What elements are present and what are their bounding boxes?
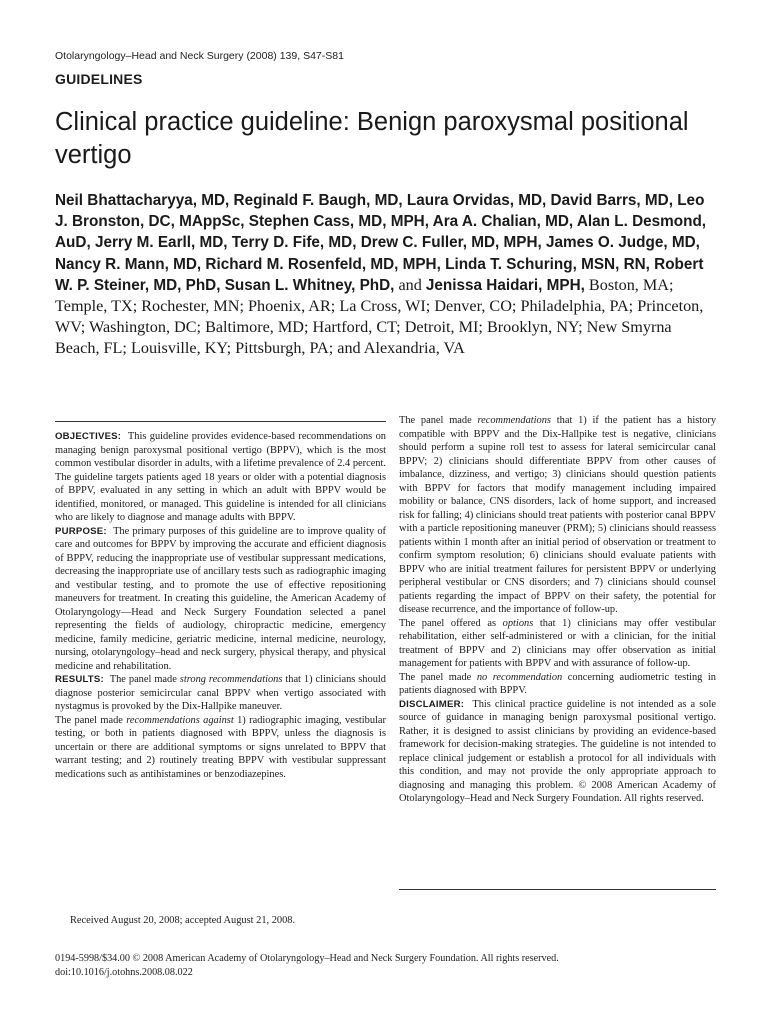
norec-text-a: The panel made [399, 671, 472, 683]
author-names: Neil Bhattacharyya, MD, Reginald F. Baugh, MD, Laura Orvidas, MD, David Barrs, MD, Leo J. Bronston, DC, MAppSc, Stephen Cass, MD, MPH, Ara A. Chalian, MD, Alan L. Desmond, AuD, Jerry M. Earll, MD, Terry D. Fife, MD, Drew C. Fuller, MD, MPH, James O. Judge, MD, Nancy R. Mann, MD, Richard M. Rosenfeld, MD, MPH, Linda T. Schuring, MSN, RN, Robert W. P. Steiner, MD, PhD, Susan L. Whitney, PhD, [55, 192, 707, 294]
against-text-b: 1) radiographic imaging, vestibular testing, or both in patients diagnosed with BPPV, unless the diagnosis is uncertain or there are additional symptoms or signs unrelated to BPPV that warrant testing; and 2) routinely treating BPPV with vestibular suppressant medications such as antihistamines or benzodiazepines. [55, 714, 386, 780]
objectives-text: This guideline provides evidence-based recommendations on managing benign paroxysmal positional vertigo (BPPV), which is the most common vestibular disorder in adults, with a lifetime prevalence of 2.4 percent. The guideline targets patients aged 18 years or older with a potential diagnosis of BPPV, evaluated in any setting in which an adult with BPPV would be identified, monitored, or managed. This guideline is intended for all clinicians who are likely to diagnose and manage adults with BPPV. [55, 431, 386, 523]
disclaimer-text: This clinical practice guideline is not intended as a sole source of guidance in managing benign paroxysmal positional vertigo. Rather, it is designed to assist clinicians by providing an evidence-based framework for decision-making strategies. The guideline is not intended to replace clinical judgement or establish a protocol for all individuals with this condition, and may not provide the only appropriate approach to diagnosing and managing this problem. [399, 698, 716, 791]
objectives-heading: OBJECTIVES: [55, 431, 122, 442]
disclaimer-paragraph [399, 698, 716, 806]
author-last-name: Jenissa Haidari, MPH, [425, 276, 585, 294]
objectives-paragraph [55, 430, 386, 525]
copyright-text: © 2008 American Academy of Otolaryngology–Head and Neck Surgery Foundation. All rights reserved. [399, 779, 716, 804]
purpose-paragraph [55, 525, 386, 674]
results-paragraph [55, 673, 386, 714]
opt-text-b: that 1) clinicians may offer vestibular rehabilitation, either self-administered or with a clinician, for the initial treatment of BPPV and 2) clinicians may offer observation as initial management for patients with BPPV and with assurance of follow-up. [399, 617, 716, 669]
footer-copyright: 0194-5998/$34.00 © 2008 American Academy of Otolaryngology–Head and Neck Surgery Foundation. All rights reserved. [55, 953, 559, 964]
author-block [55, 190, 720, 360]
norec-emphasis: no recommendation [476, 671, 563, 683]
article-title: Clinical practice guideline: Benign paroxysmal positional vertigo [55, 108, 689, 169]
abstract-bottom-rule [399, 889, 716, 890]
page-footer [55, 952, 559, 979]
results-text-b: that 1) clinicians should diagnose posterior semicircular canal BPPV when vertigo associated with nystagmus is provoked by the Dix-Hallpike maneuver. [55, 674, 386, 712]
abstract-left-column [55, 430, 386, 781]
rec-text-b: that 1) if the patient has a history compatible with BPPV and the Dix-Hallpike test is negative, clinicians should perform a supine roll test to assess for lateral semicircular canal BPPV; 2) clinicians should differentiate BPPV from other causes of imbalance, dizziness, and vertigo; 3) clinicians should question patients with BPPV for factors that modify management including impaired mobility or balance, CNS disorders, lack of home support, and increased risk for falling; 4) clinicians should treat patients with posterior canal BPPV with a particle repositioning maneuver (PRM); 5) clinicians should reassess patients within 1 month after an initial period of observation or treatment to confirm symptom resolution; 6) clinicians should evaluate patients with BPPV who are initial treatment failures for persistent BPPV or underlying peripheral vestibular or CNS disorders; and 7) clinicians should counsel patients regarding the impact of BPPV on their safety, the potential for disease recurrence, and the importance of follow-up. [399, 415, 717, 615]
results-heading: RESULTS: [55, 674, 104, 685]
norec-text-b: concerning audiometric testing in patients diagnosed with BPPV. [399, 671, 717, 696]
rec-emphasis: recommendations [477, 415, 551, 426]
rec-text-a: The panel made [399, 415, 472, 426]
recommendations-paragraph [399, 414, 716, 617]
opt-text-a: The panel offered as [399, 617, 497, 629]
results-text-a: The panel made [109, 674, 177, 685]
author-conjunction: and [398, 275, 422, 294]
purpose-text: The primary purposes of this guideline are to improve quality of care and outcomes for BPPV by improving the accurate and efficient diagnosis of BPPV, reducing the inappropriate use of vestibular suppressant medications, decreasing the inappropriate use of ancillary tests such as radiographic imaging and vestibular testing, and to promote the use of effective repositioning maneuvers for treatment. In creating this guideline, the American Academy of Otolaryngology—Head and Neck Surgery Foundation selected a panel representing the fields of audiology, chiropractic medicine, emergency medicine, family medicine, geriatric medicine, internal medicine, neurology, nursing, otolaryngology–head and neck surgery, physical therapy, and physical medicine and rehabilitation. [55, 525, 386, 672]
opt-emphasis: options [502, 617, 534, 629]
received-date: Received August 20, 2008; accepted August 21, 2008. [70, 915, 296, 926]
abstract-top-rule [55, 421, 386, 422]
disclaimer-heading: DISCLAIMER: [399, 698, 465, 710]
abstract-right-column [399, 414, 716, 806]
journal-citation: Otolaryngology–Head and Neck Surgery (2008) 139, S47-S81 [55, 50, 344, 62]
purpose-heading: PURPOSE: [55, 525, 107, 537]
footer-doi: doi:10.1016/j.otohns.2008.08.022 [55, 966, 193, 978]
against-emphasis: recommendations against [126, 714, 234, 726]
against-text-a: The panel made [55, 714, 123, 726]
section-label: GUIDELINES [55, 71, 143, 87]
no-recommendation-paragraph [399, 671, 716, 698]
author-locations: Boston, MA; Temple, TX; Rochester, MN; Phoenix, AR; La Cross, WI; Denver, CO; Philadelphia, PA; Princeton, WV; Washington, DC; Baltimore, MD; Hartford, CT; Detroit, MI; Brooklyn, NY; New Smyrna Beach, FL; Louisville, KY; Pittsburgh, PA; and Alexandria, VA [55, 275, 704, 358]
against-paragraph [55, 714, 386, 782]
results-emphasis: strong recommendations [179, 674, 283, 685]
options-paragraph [399, 617, 716, 671]
